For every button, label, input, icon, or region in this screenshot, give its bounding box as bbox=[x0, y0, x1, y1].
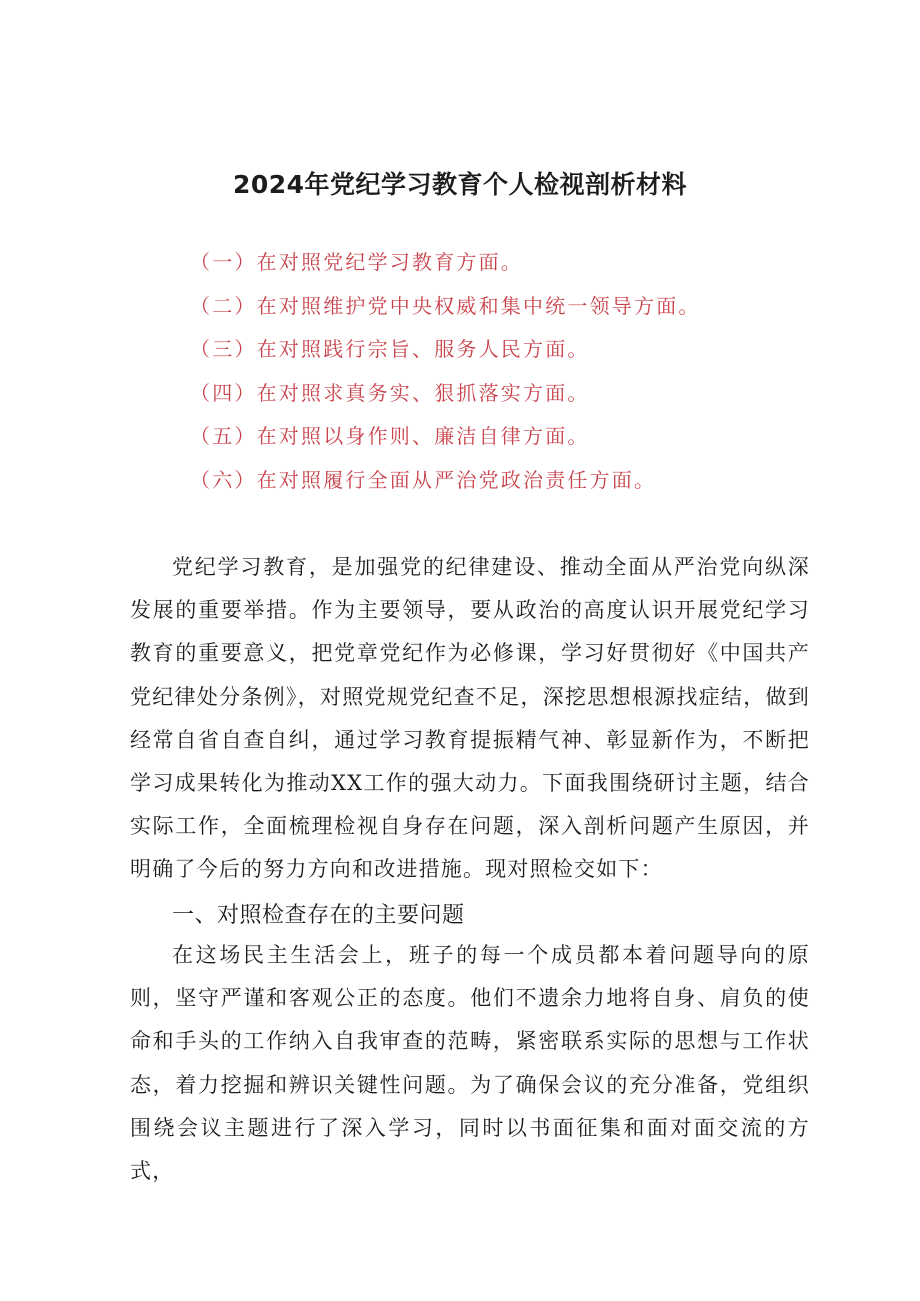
toc-item: （六）在对照履行全面从严治党政治责任方面。 bbox=[190, 467, 657, 492]
section-heading: 一、对照检查存在的主要问题 bbox=[172, 903, 465, 928]
toc-item: （一）在对照党纪学习教育方面。 bbox=[190, 250, 523, 274]
intro-paragraph: 党纪学习教育，是加强党的纪律建设、推动全面从严治党向纵深发展的重要举措。作为主要领导，要从政治的高度认识开展党纪学习教育的重要意义，把党章党纪作为必修课，学习好贯彻好《中国共产党纪律处分条例》，对照党规党纪查不足，深挖思想根源找症结，做到经常自省自查自纠，通过学习教育提振精气神、彰显新作为，不断把学习成果转化为推动XX工作的强大动力。下面我围绕研讨主题，结合实际工作，全面梳理检视自身存在问题，深入剖析问题产生原因，并明确了今后的努力方向和改进措施。现对照检交如下： bbox=[130, 555, 810, 882]
document-title: 2024年党纪学习教育个人检视剖析材料 bbox=[232, 170, 688, 199]
toc-item: （二）在对照维护党中央权威和集中统一领导方面。 bbox=[190, 293, 701, 318]
toc-item: （四）在对照求真务实、狠抓落实方面。 bbox=[190, 380, 590, 405]
section-paragraph: 在这场民主生活会上，班子的每一个成员都本着问题导向的原则，坚守严谨和客观公正的态度。他们不遗余力地将自身、肩负的使命和手头的工作纳入自我审查的范畴，紧密联系实际的思想与工作状态，着力挖掘和辨识关键性问题。为了确保会议的充分准备，党组织围绕会议主题进行了深入学习，同时以书面征集和面对面交流的方式， bbox=[130, 943, 810, 1184]
toc-list bbox=[190, 244, 701, 505]
toc-item: （三）在对照践行宗旨、服务人民方面。 bbox=[190, 337, 590, 361]
toc-item: （五）在对照以身作则、廉洁自律方面。 bbox=[190, 424, 590, 448]
